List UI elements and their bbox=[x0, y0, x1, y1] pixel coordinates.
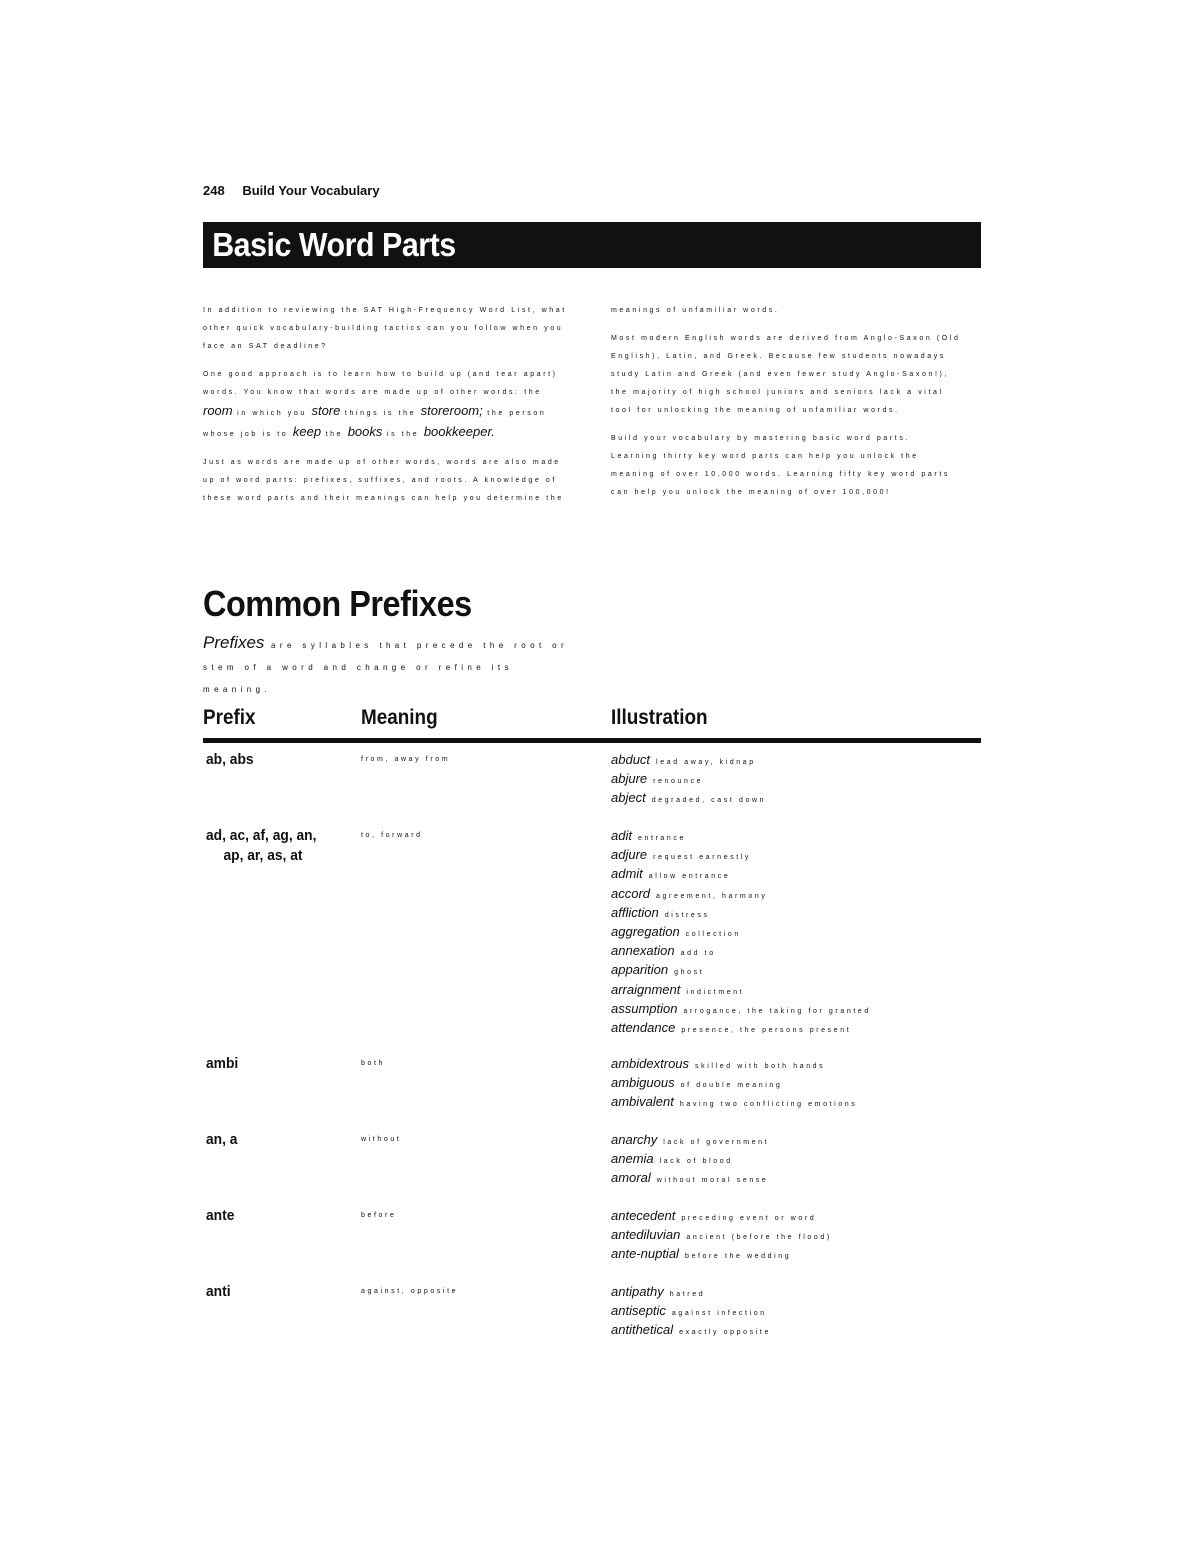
meaning-cell: from, away from bbox=[361, 756, 451, 763]
example-word: antiseptic bbox=[611, 1303, 666, 1319]
example-definition: lack of blood bbox=[659, 1158, 733, 1166]
text-span: the bbox=[325, 431, 344, 438]
prefix-cell bbox=[206, 750, 254, 770]
example-item bbox=[611, 769, 981, 788]
prefix-text: ab, abs bbox=[206, 751, 254, 768]
prefix-text: ante bbox=[206, 1207, 235, 1224]
illustration-cell bbox=[611, 1206, 981, 1264]
meaning-cell: against, opposite bbox=[361, 1288, 459, 1295]
illustration-cell bbox=[611, 826, 981, 1037]
running-title: Build Your Vocabulary bbox=[242, 183, 380, 198]
right-paragraph-2: Most modern English words are derived from Anglo-Saxon (Old English), Latin, and Greek. Because few students nowadays study Latin and Greek (and even fewer study Anglo-Saxon!), the majority of high school juniors and seniors lack a vital tool for unlocking the meaning of unfamiliar words. bbox=[611, 335, 961, 414]
illustration-cell bbox=[611, 750, 981, 808]
example-word: ante-nuptial bbox=[611, 1246, 679, 1262]
example-definition: skilled with both hands bbox=[695, 1063, 826, 1070]
left-paragraph-3: Just as words are made up of other words, words are also made up of word parts: prefixes, suffixes, and roots. A knowledge of these word parts and their meanings can help you determine the bbox=[203, 459, 564, 502]
example-word: accord bbox=[611, 885, 651, 901]
left-column bbox=[203, 302, 573, 518]
meaning-cell: both bbox=[361, 1060, 386, 1067]
example-item bbox=[611, 750, 981, 769]
example-definition: allow entrance bbox=[648, 873, 731, 881]
emphasis-word: bookkeeper. bbox=[423, 424, 495, 439]
text-span: in which you bbox=[237, 410, 307, 417]
example-word: adjure bbox=[611, 847, 648, 863]
example-item bbox=[611, 884, 981, 903]
header-prefix: Prefix bbox=[203, 706, 256, 729]
example-word: abjure bbox=[611, 771, 648, 787]
example-definition: degraded, cast down bbox=[651, 797, 767, 805]
chapter-banner bbox=[203, 222, 981, 268]
example-word: arraignment bbox=[611, 981, 681, 997]
example-item bbox=[611, 960, 981, 979]
emphasis-word: books bbox=[347, 424, 383, 439]
example-word: ambiguous bbox=[611, 1075, 675, 1091]
example-definition: collection bbox=[685, 930, 741, 938]
example-item bbox=[611, 941, 981, 960]
example-item bbox=[611, 999, 981, 1018]
example-word: antipathy bbox=[611, 1284, 664, 1299]
left-paragraph-1: In addition to reviewing the SAT High-Frequency Word List, what other quick vocabulary-building tactics can you follow when you face an SAT deadline? bbox=[203, 307, 567, 350]
example-word: ambivalent bbox=[611, 1094, 674, 1110]
section-intro bbox=[203, 632, 583, 701]
header-meaning: Meaning bbox=[361, 706, 438, 729]
example-definition: presence, the persons present bbox=[681, 1026, 852, 1034]
example-word: abject bbox=[611, 790, 646, 806]
example-item bbox=[611, 1149, 981, 1168]
example-word: antecedent bbox=[611, 1208, 676, 1223]
emphasis-word: room bbox=[203, 403, 233, 418]
example-definition: agreement, harmony bbox=[656, 892, 768, 900]
left-paragraph-2 bbox=[203, 366, 573, 444]
example-item bbox=[611, 1092, 981, 1111]
prefix-text: an, a bbox=[206, 1131, 238, 1148]
example-word: anarchy bbox=[611, 1132, 658, 1147]
meaning-cell: without bbox=[361, 1136, 402, 1143]
banner-title: Basic Word Parts bbox=[212, 226, 456, 263]
example-item bbox=[611, 922, 981, 941]
emphasis-word: store bbox=[311, 403, 341, 418]
example-item bbox=[611, 1130, 981, 1149]
text-span: One good approach is to learn how to build up (and tear apart) words. You know that words are made up of other words: the bbox=[203, 371, 558, 396]
example-definition: ancient (before the flood) bbox=[686, 1234, 832, 1242]
example-definition: arrogance, the taking for granted bbox=[683, 1007, 871, 1015]
example-word: apparition bbox=[611, 962, 669, 978]
illustration-cell bbox=[611, 1282, 981, 1340]
example-definition: hatred bbox=[669, 1291, 706, 1298]
right-column bbox=[611, 302, 961, 512]
text-span: the person whose job is to bbox=[203, 410, 547, 438]
example-item bbox=[611, 1073, 981, 1092]
illustration-cell bbox=[611, 1130, 981, 1188]
example-item bbox=[611, 1054, 981, 1073]
example-word: antithetical bbox=[611, 1322, 674, 1338]
page-number: 248 bbox=[203, 183, 225, 198]
right-paragraph-1: meanings of unfamiliar words. bbox=[611, 307, 780, 314]
prefix-text-line2: ap, ar, as, at bbox=[223, 847, 303, 864]
example-word: abduct bbox=[611, 752, 651, 767]
example-definition: without moral sense bbox=[656, 1177, 769, 1185]
example-definition: against infection bbox=[671, 1310, 767, 1318]
example-word: attendance bbox=[611, 1019, 676, 1035]
example-word: annexation bbox=[611, 943, 675, 959]
header-illustration: Illustration bbox=[611, 706, 708, 729]
intro-term: Prefixes bbox=[203, 633, 265, 652]
example-item bbox=[611, 903, 981, 922]
example-definition: preceding event or word bbox=[681, 1215, 817, 1222]
prefix-text: ambi bbox=[206, 1055, 239, 1072]
example-item bbox=[611, 1225, 981, 1244]
example-definition: add to bbox=[680, 950, 716, 958]
example-word: admit bbox=[611, 866, 643, 882]
prefix-cell bbox=[206, 826, 316, 866]
example-item bbox=[611, 1168, 981, 1187]
example-item bbox=[611, 980, 981, 999]
example-definition: ghost bbox=[674, 969, 705, 977]
example-item bbox=[611, 1206, 981, 1225]
prefix-text: anti bbox=[206, 1283, 231, 1300]
emphasis-word: storeroom; bbox=[420, 403, 483, 418]
example-item bbox=[611, 864, 981, 883]
example-item bbox=[611, 826, 981, 845]
intro-text: are syllables that precede the root or stem of a word and change or refine its meaning. bbox=[203, 641, 569, 694]
prefix-text: ad, ac, af, ag, an, bbox=[206, 827, 317, 844]
example-item bbox=[611, 1282, 981, 1301]
emphasis-word: keep bbox=[292, 424, 322, 439]
example-item bbox=[611, 788, 981, 807]
example-definition: entrance bbox=[637, 835, 687, 842]
example-definition: having two conflicting emotions bbox=[679, 1101, 858, 1109]
example-definition: indictment bbox=[686, 988, 745, 996]
example-item bbox=[611, 845, 981, 864]
example-item bbox=[611, 1320, 981, 1339]
example-word: ambidextrous bbox=[611, 1056, 690, 1071]
example-word: anemia bbox=[611, 1151, 654, 1167]
example-word: aggregation bbox=[611, 923, 680, 939]
right-paragraph-3: Build your vocabulary by mastering basic word parts. Learning thirty key word parts can help you unlock the meaning of over 10,000 words. Learning fifty key word parts can help you unlock the meaning of over 100,000! bbox=[611, 435, 950, 496]
example-item bbox=[611, 1301, 981, 1320]
meaning-cell: to, forward bbox=[361, 832, 423, 839]
example-definition: of double meaning bbox=[680, 1082, 783, 1090]
prefix-cell bbox=[206, 1130, 237, 1150]
example-definition: lack of government bbox=[663, 1139, 770, 1146]
table-header bbox=[203, 702, 981, 743]
section-title: Common Prefixes bbox=[203, 583, 472, 624]
example-item bbox=[611, 1018, 981, 1037]
illustration-cell bbox=[611, 1054, 981, 1112]
example-definition: exactly opposite bbox=[679, 1329, 771, 1337]
example-definition: before the wedding bbox=[684, 1253, 792, 1261]
example-word: antediluvian bbox=[611, 1227, 681, 1243]
meaning-cell: before bbox=[361, 1212, 397, 1219]
example-definition: lead away, kidnap bbox=[656, 759, 756, 766]
prefix-cell bbox=[206, 1206, 234, 1226]
text-span: things is the bbox=[344, 410, 417, 417]
running-header bbox=[203, 183, 380, 198]
prefix-cell bbox=[206, 1282, 231, 1302]
example-word: affliction bbox=[611, 904, 659, 920]
example-word: amoral bbox=[611, 1170, 651, 1186]
example-word: assumption bbox=[611, 1000, 678, 1016]
text-span: is the bbox=[386, 431, 420, 438]
example-item bbox=[611, 1244, 981, 1263]
example-definition: renounce bbox=[653, 778, 704, 786]
example-definition: request earnestly bbox=[653, 854, 752, 862]
prefix-cell bbox=[206, 1054, 238, 1074]
example-word: adit bbox=[611, 828, 632, 843]
example-definition: distress bbox=[664, 911, 710, 919]
